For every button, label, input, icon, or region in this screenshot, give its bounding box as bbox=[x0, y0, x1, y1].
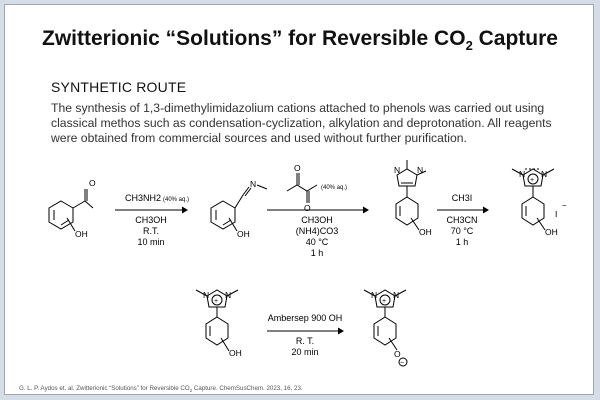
iodide-charge-label: − bbox=[562, 201, 567, 210]
step4-condition-1: R. T. bbox=[295, 336, 315, 346]
iodide-label: I bbox=[555, 209, 558, 219]
aldehyde-o-label: O bbox=[89, 178, 96, 188]
plus-label-3: + bbox=[382, 298, 387, 305]
ring-n-label-5: N bbox=[203, 290, 210, 300]
ring-n-label-3: N bbox=[519, 169, 526, 179]
dione-o-label-2: O bbox=[304, 203, 311, 213]
step3-reagent: CH3I bbox=[451, 193, 473, 203]
step3-condition-2: 70 °C bbox=[450, 226, 474, 236]
step4-condition-2: 20 min bbox=[291, 347, 319, 357]
imine-n-label: N bbox=[250, 179, 257, 189]
plus-label-2: + bbox=[214, 298, 219, 305]
step3-condition-3: 1 h bbox=[455, 237, 469, 247]
slide-frame bbox=[4, 4, 594, 395]
step1-condition-1: CH3OH bbox=[135, 215, 167, 225]
oh-label-5: OH bbox=[229, 348, 242, 358]
ring-n-label-7: N bbox=[371, 290, 378, 300]
step1-condition-3: 10 min bbox=[137, 237, 165, 247]
compound-imine bbox=[211, 185, 267, 231]
oh-label-1: OH bbox=[75, 229, 88, 239]
body-paragraph: The synthesis of 1,3-dimethylimidazolium cations attached to phenols was carried out using classical methos such as condensation-cyclization, alkylation and deprotonation. All reagents were obtained from commercial sources and used without further purification. bbox=[51, 101, 552, 145]
slide-title: Zwitterionic “Solutions” for Reversible $CO_2$ Capture bbox=[42, 27, 558, 54]
oh-label-2: OH bbox=[237, 229, 250, 239]
ring-n-label-2: N bbox=[417, 165, 424, 175]
ring-n-label-8: N bbox=[393, 290, 400, 300]
step1-reagent-note: (40% aq.) bbox=[163, 197, 190, 203]
phenoxide-charge-label: − bbox=[400, 360, 405, 367]
dione-o-label-1: O bbox=[294, 163, 301, 173]
step2-condition-1: CH3OH bbox=[301, 215, 333, 225]
step4-reagent: Ambersep 900 OH bbox=[267, 313, 343, 323]
step2-condition-3: 40 °C bbox=[305, 237, 329, 247]
step1-condition-2: R.T. bbox=[142, 226, 160, 236]
oh-label-3: OH bbox=[419, 227, 432, 237]
compound-salicylaldehyde bbox=[49, 189, 93, 231]
section-heading: SYNTHETIC ROUTE bbox=[51, 79, 187, 95]
step1-reagent: CH3NH2 bbox=[125, 193, 162, 203]
ring-n-label-6: N bbox=[225, 290, 232, 300]
step3-condition-1: CH3CN bbox=[446, 215, 478, 225]
step2-condition-2: (NH4)CO3 bbox=[295, 226, 339, 236]
phenoxide-o-label: O bbox=[394, 349, 401, 359]
plus-label-1: + bbox=[530, 177, 535, 184]
compound-butanedione bbox=[287, 173, 317, 203]
step2-reagent-note: (40% aq.) bbox=[321, 185, 348, 191]
step2-condition-4: 1 h bbox=[310, 248, 324, 258]
ring-n-label-4: N bbox=[541, 169, 548, 179]
ring-n-label-1: N bbox=[394, 165, 401, 175]
citation: G. L. P. Aydos et. al. Zwitterionic “Solutions” for Reversible $CO_2$ Capture. ChemSusChem. 2023, 16, 23. bbox=[19, 385, 303, 394]
reaction-scheme bbox=[5, 5, 595, 396]
oh-label-4: OH bbox=[545, 227, 558, 237]
